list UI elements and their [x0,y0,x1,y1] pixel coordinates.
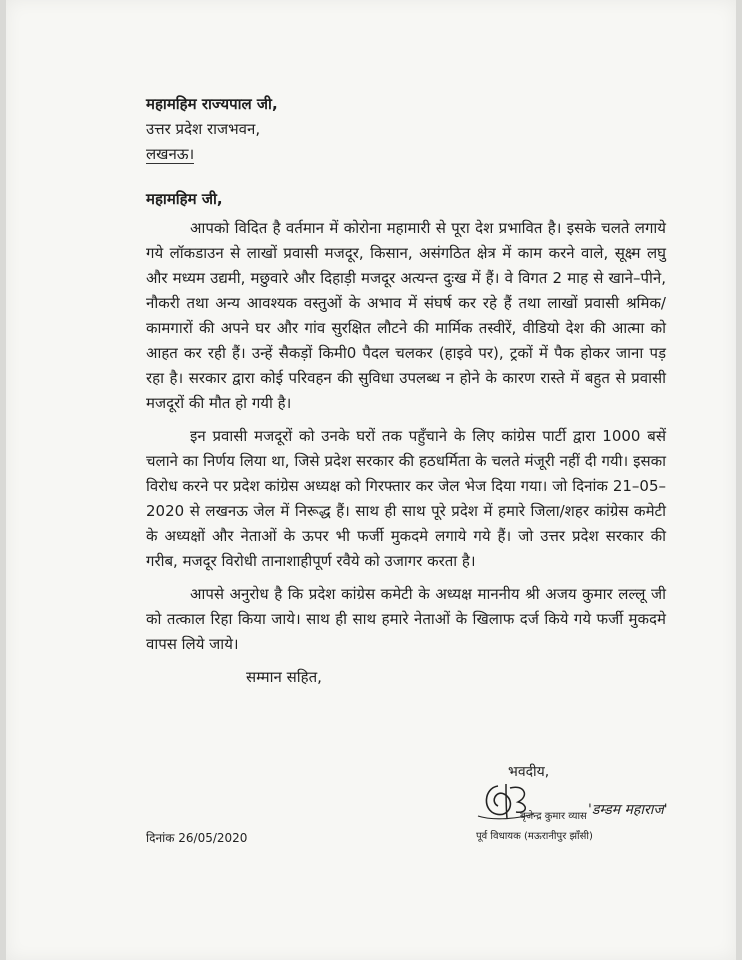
paragraph-2: इन प्रवासी मजदूरों को उनके घरों तक पहुँचाने के लिए कांग्रेस पार्टी द्वारा 1000 बसें चलाने का निर्णय लिया था, जिसे प्रदेश सरकार की हठधर्मिता के चलते मंजूरी नहीं दी गयी। इसका विरोध करने पर प्रदेश कांग्रेस अध्यक्ष को गिरफ्तार कर जेल भेज दिया गया। जो दिनांक 21–05–2020 से लखनऊ जेल में निरूद्ध हैं। साथ ही साथ पूरे प्रदेश में हमारे जिला/शहर कांग्रेस कमेटी के अध्यक्षों और नेताओं के ऊपर भी फर्जी मुकदमे लगाये गये हैं। जो उत्तर प्रदेश सरकार की गरीब, मजदूर विरोधी तानाशाहीपूर्ण रवैये को उजागर करता है। [146,427,666,570]
paragraph-3: आपसे अनुरोध है कि प्रदेश कांग्रेस कमेटी के अध्यक्ष माननीय श्री अजय कुमार लल्लू जी को तत्काल रिहा किया जाये। साथ ही साथ हमारे नेताओं के खिलाफ दर्ज किये गये फर्जी मुकदमे वापस लिये जाये। [146,585,666,653]
letter-body [146,92,666,690]
signer-name: बृजेन्द्र कुमार व्यास [520,811,587,822]
letter-page [6,0,736,960]
closing: सम्मान सहित, [246,668,322,686]
recipient-title: महामहिम राज्यपाल जी, [146,95,278,113]
salutation: महामहिम जी, [146,190,223,208]
letter-date: दिनांक 26/05/2020 [146,831,248,845]
recipient-address [146,92,666,167]
yours-sincerely: भवदीय, [508,764,550,780]
paragraph-1: आपको विदित है वर्तमान में कोरोना महामारी से पूरा देश प्रभावित है। इसके चलते लगाये गये लॉकडाउन से लाखों प्रवासी मजदूर, किसान, असंगठित क्षेत्र में काम करने वाले, सूक्ष्म लघु और मध्यम उद्यमी, मछुवारे और दिहाड़ी मजदूर अत्यन्त दुःख में हैं। वे विगत 2 माह से खाने–पीने, नौकरी तथा अन्य आवश्यक वस्तुओं के अभाव में संघर्ष कर रहे हैं तथा लाखों प्रवासी श्रमिक/कामगारों की अपने घर और गांव सुरक्षित लौटने की मार्मिक तस्वीरें, वीडियो देश की आत्मा को आहत कर रही हैं। उन्हें सैकड़ों किमी0 पैदल चलकर (हाइवे पर), ट्रकों में पैक होकर जाना पड़ रहा है। सरकार द्वारा कोई परिवहन की सुविधा उपलब्ध न होने के कारण रास्ते में बहुत से प्रवासी मजदूरों की मौत हो गयी है। [146,219,666,412]
recipient-city: लखनऊ। [146,145,195,163]
handwritten-nickname: 'डम्डम महाराज' [588,802,668,818]
signer-designation: पूर्व विधायक (मऊरानीपुर झाँसी) [476,831,593,842]
recipient-office: उत्तर प्रदेश राजभवन, [146,120,261,138]
